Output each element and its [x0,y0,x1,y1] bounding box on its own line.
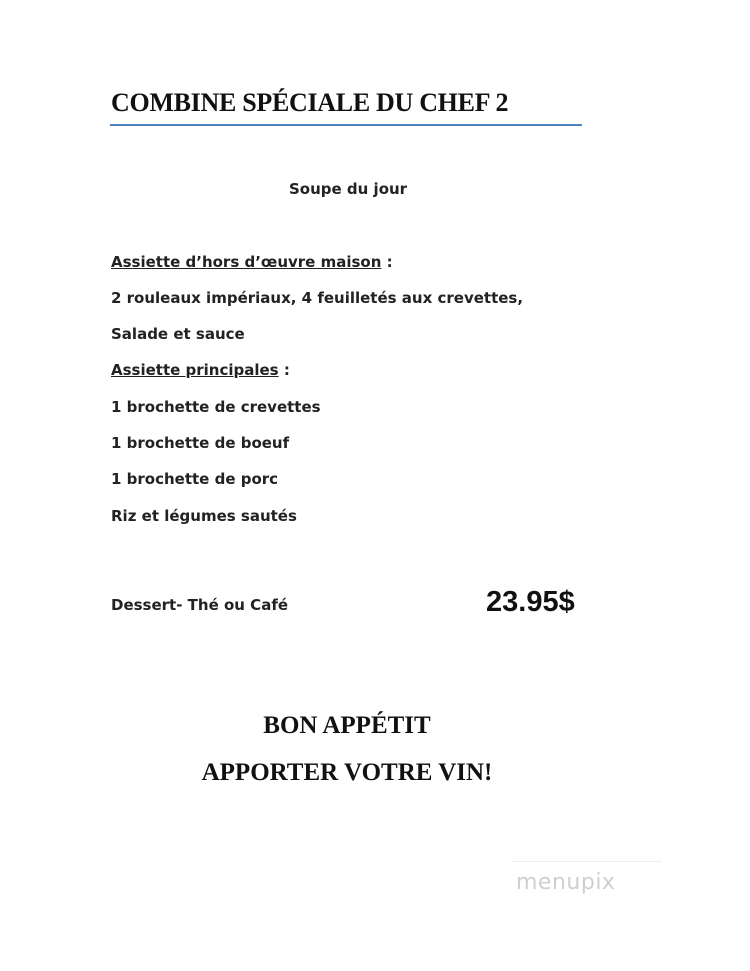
main-heading-colon: : [278,361,290,379]
soup-line: Soupe du jour [289,180,408,198]
main-heading: Assiette principales [111,361,279,379]
watermark-rule [512,861,662,862]
main-heading-line [111,361,290,379]
menu-price: 23.95$ [486,586,575,618]
main-item: Riz et légumes sautés [111,507,297,525]
title-underline-rule [110,124,582,126]
appetizer-heading-line [111,253,393,271]
main-item: 1 brochette de porc [111,470,279,488]
dessert-line: Dessert- Thé ou Café [111,596,289,614]
menupix-watermark: menupix [516,870,616,895]
closing-bring-wine: APPORTER VOTRE VIN! [201,759,493,786]
main-item: 1 brochette de boeuf [111,434,290,452]
appetizer-heading: Assiette d’hors d’œuvre maison [111,253,382,271]
main-item: 1 brochette de crevettes [111,398,321,416]
appetizer-item: Salade et sauce [111,325,245,343]
appetizer-item: 2 rouleaux impériaux, 4 feuilletés aux crevettes, [111,289,524,307]
closing-bon-appetit: BON APPÉTIT [263,712,431,739]
appetizer-heading-colon: : [381,253,393,271]
menu-title: COMBINE SPÉCIALE DU CHEF 2 [111,88,509,117]
